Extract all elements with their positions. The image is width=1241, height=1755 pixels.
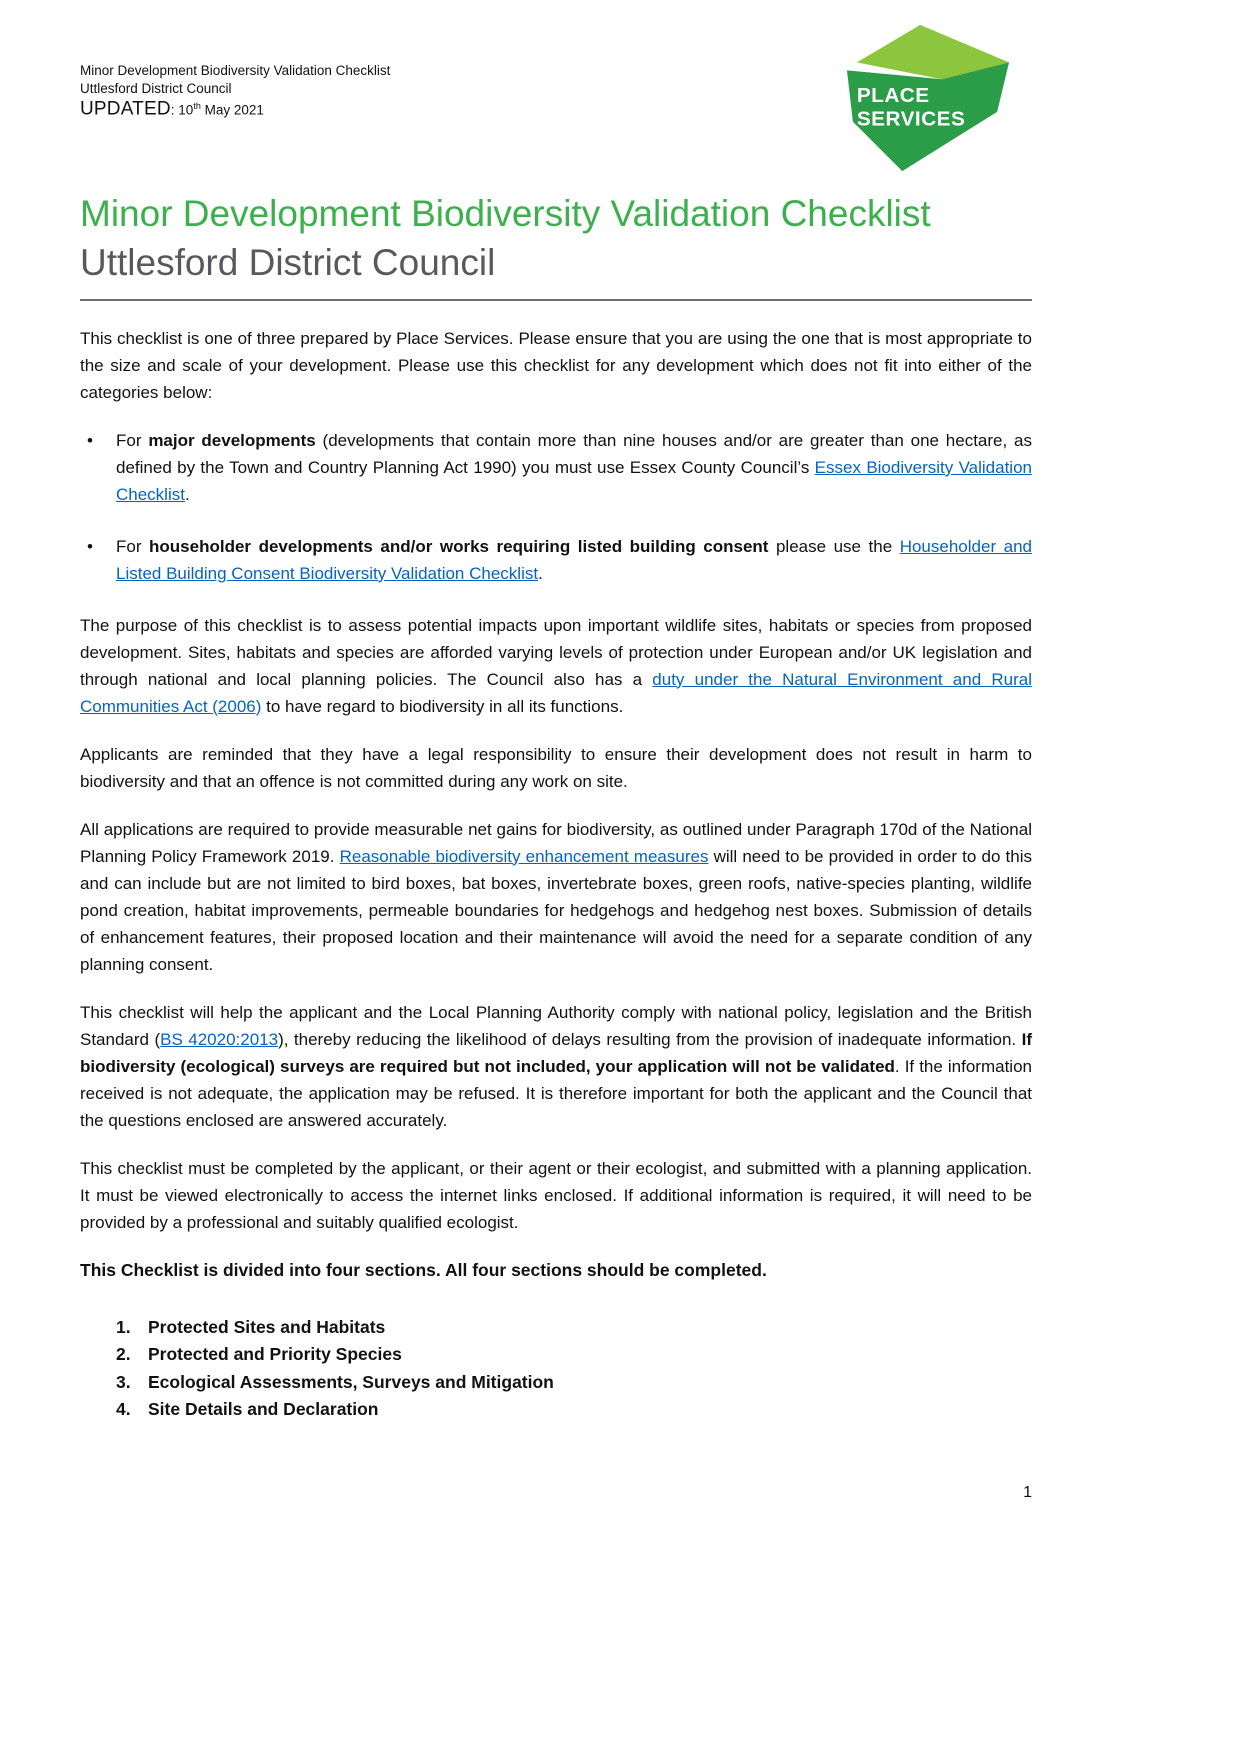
header-updated-day: 10 — [178, 102, 194, 118]
text-run: please use the — [768, 536, 900, 556]
hyperlink[interactable]: Householder and Listed Building Consent Biodiversity Validation Checklist — [116, 536, 1032, 583]
logo-text-services: SERVICES — [856, 107, 966, 131]
bullet-text — [116, 537, 1032, 583]
header-council: Uttlesford District Council — [80, 80, 232, 96]
bold-text: Protected and Priority Species — [148, 1344, 402, 1364]
bold-text: Ecological Assessments, Surveys and Mitigation — [148, 1371, 554, 1392]
text-run: This checklist must be completed by the applicant, or their agent or their ecologist, and submitted with a planning application. It must be viewed electronically to access the internet links enclosed. If additional information is required, it will need to be provided by a professional and suitably qualified ecologist. — [80, 1158, 1032, 1232]
text-run: will need to be provided in order to do this and can include but are not limited to bird boxes, bat boxes, invertebrate boxes, green roofs, native-species planting, wildlife pond creation, habitat improvements, permeable boundaries for hedgehogs and hedgehog nest boxes. Submission of details of enhancement features, their proposed location and their maintenance will avoid the need for a separate condition of any planning consent. — [80, 846, 1032, 974]
place-services-logo — [843, 22, 1011, 172]
numbered-item-label — [148, 1344, 402, 1364]
text-run: This Checklist is divided into four sections. All four sections should be completed. — [80, 1259, 767, 1280]
header-updated-rest: May 2021 — [200, 102, 264, 118]
page-subtitle: Uttlesford District Council — [80, 241, 496, 283]
bullet-marker: • — [87, 430, 93, 450]
section-heading — [80, 1257, 1032, 1284]
text-run: The purpose of this checklist is to assess potential impacts upon important wildlife sites, habitats or species from proposed development. Sites, habitats and species are afforded varying levels of protection under European and/or UK legislation and through national and local planning policies. The Council also has a — [80, 615, 1032, 689]
numbered-item — [80, 1341, 1032, 1369]
paragraph — [80, 816, 1032, 978]
hyperlink[interactable]: Reasonable biodiversity enhancement measures — [339, 846, 709, 866]
logo-graphic — [843, 22, 1011, 172]
numbered-item-label — [148, 1372, 554, 1392]
text-run: This checklist will help the applicant and the Local Planning Authority comply with national policy, legislation and the British Standard ( — [80, 1002, 1032, 1049]
page-number: 1 — [1023, 1484, 1032, 1501]
paragraph — [80, 999, 1032, 1134]
numbered-item-number: 4. — [116, 1399, 131, 1419]
numbered-item — [80, 1396, 1032, 1424]
text-run: . — [184, 484, 190, 504]
hyperlink[interactable]: BS 42020:2013 — [160, 1029, 279, 1049]
hyperlink[interactable]: Essex Biodiversity Validation Checklist — [116, 457, 1032, 504]
bold-text: householder developments and/or works requiring listed building consent — [149, 536, 769, 556]
text-run: This checklist is one of three prepared by Place Services. Please ensure that you are using the one that is most appropriate to the size and scale of your development. Please use this checklist for any development which does not fit into either of the categories below: — [80, 328, 1032, 402]
header-updated-label: UPDATED — [80, 98, 171, 120]
bullet-marker: • — [87, 536, 93, 556]
numbered-item — [80, 1314, 1032, 1342]
numbered-item-label — [148, 1317, 385, 1337]
text-run: . If the information received is not adequate, the application may be refused. It is therefore important for both the applicant and the Council that the questions enclosed are answered accurately. — [80, 1056, 1032, 1130]
document-body — [80, 325, 1032, 1424]
bold-text: If biodiversity (ecological) surveys are required but not included, your application will not be validated — [80, 1029, 1033, 1076]
header-updated-colon: : — [170, 102, 179, 118]
text-run: Applicants are reminded that they have a legal responsibility to ensure their development does not result in harm to biodiversity and that an offence is not committed during any work on site. — [80, 744, 1032, 791]
paragraph — [80, 1155, 1032, 1236]
logo-text-place: PLACE — [856, 83, 930, 107]
page-title: Minor Development Biodiversity Validation Checklist — [80, 192, 931, 234]
numbered-item-number: 2. — [116, 1344, 131, 1364]
text-run: ), thereby reducing the likelihood of delays resulting from the provision of inadequate information. — [278, 1029, 1022, 1049]
paragraph — [80, 612, 1032, 720]
bold-text: Site Details and Declaration — [148, 1399, 379, 1419]
numbered-item-label — [148, 1399, 379, 1419]
paragraph — [80, 741, 1032, 795]
bullet-item — [80, 533, 1032, 587]
bold-text: Protected Sites and Habitats — [148, 1316, 386, 1337]
text-run: For — [116, 430, 149, 450]
bold-text: major developments — [148, 430, 316, 450]
header-updated-ordinal: th — [193, 101, 201, 111]
title-divider — [80, 299, 1032, 301]
hyperlink[interactable]: duty under the Natural Environment and Rural Communities Act (2006) — [80, 669, 1033, 716]
numbered-item-number: 3. — [116, 1371, 131, 1392]
bullet-item — [80, 427, 1032, 508]
text-run: For — [116, 536, 150, 556]
text-run: All applications are required to provide measurable net gains for biodiversity, as outlined under Paragraph 170d of the National Planning Policy Framework 2019. — [80, 819, 1032, 866]
bullet-text — [116, 431, 1032, 504]
header-doc-title: Minor Development Biodiversity Validation Checklist — [80, 63, 391, 78]
text-run: . — [538, 563, 543, 583]
paragraph — [80, 325, 1032, 406]
text-run: to have regard to biodiversity in all its functions. — [261, 696, 624, 716]
text-run: (developments that contain more than nine houses and/or are greater than one hectare, as defined by the Town and Country Planning Act 1990) you must use Essex County Council’s — [116, 430, 1032, 477]
numbered-item-number: 1. — [116, 1316, 131, 1337]
numbered-item — [80, 1369, 1032, 1397]
